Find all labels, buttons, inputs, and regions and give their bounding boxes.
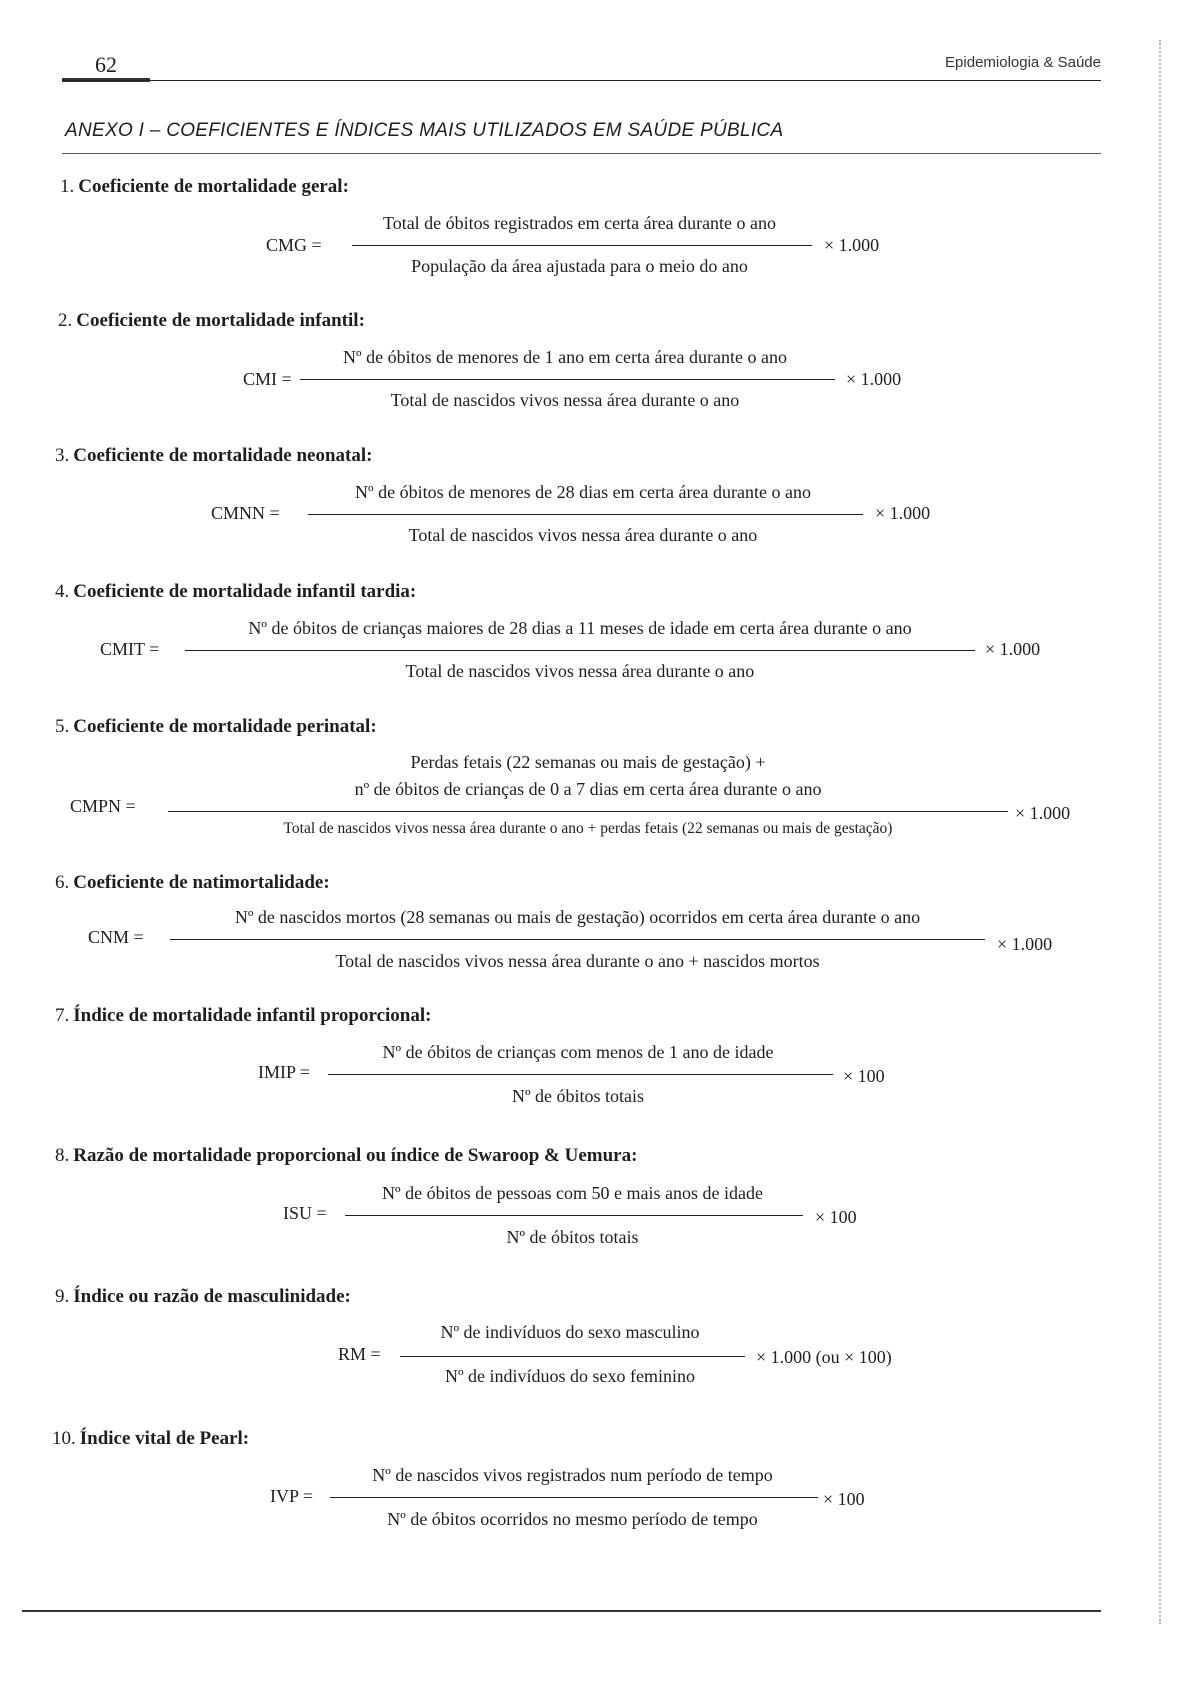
title-rule: [62, 153, 1101, 154]
annex-title: ANEXO I – COEFICIENTES E ÍNDICES MAIS UTILIZADOS EM SAÚDE PÚBLICA: [65, 120, 784, 141]
item-number: 9.: [55, 1286, 70, 1307]
formula-numerator: Nº de óbitos de crianças maiores de 28 dias a 11 meses de idade em certa área durante o ano: [248, 618, 912, 638]
formula-multiplier: × 1.000: [985, 639, 1041, 659]
formula-lhs: RM =: [338, 1344, 381, 1364]
formula-lhs: CMNN =: [211, 503, 280, 523]
item-heading: [52, 1428, 249, 1450]
item-heading: [55, 1145, 637, 1167]
running-head: Epidemiologia & Saúde: [945, 54, 1101, 71]
formula-multiplier: × 1.000 (ou × 100): [756, 1347, 892, 1367]
formula-denominator: População da área ajustada para o meio do ano: [411, 256, 748, 276]
item-number: 2.: [58, 310, 73, 331]
item-title: Coeficiente de mortalidade infantil tardia:: [73, 581, 417, 602]
item-number: 7.: [55, 1005, 70, 1026]
item-heading: [58, 310, 365, 332]
formula-numerator: Nº de nascidos mortos (28 semanas ou mais de gestação) ocorridos em certa área durante o ano: [234, 907, 921, 927]
formula-denominator: Total de nascidos vivos nessa área durante o ano: [390, 390, 740, 410]
formula-lhs: IVP =: [270, 1486, 313, 1506]
formula-multiplier: × 1.000: [824, 235, 880, 255]
formula-denominator: Nº de óbitos ocorridos no mesmo período de tempo: [387, 1509, 758, 1529]
formula-denominator: Nº de indivíduos do sexo feminino: [444, 1366, 696, 1386]
item-number: 3.: [55, 445, 70, 466]
formula-multiplier: × 100: [823, 1489, 865, 1509]
formula-denominator: Total de nascidos vivos nessa área durante o ano: [408, 525, 758, 545]
fraction-bar: [330, 1497, 818, 1498]
scan-edge: [1159, 40, 1171, 1624]
formula-numerator-line1: Perdas fetais (22 semanas ou mais de gestação) +: [410, 752, 766, 772]
item-title: Coeficiente de mortalidade infantil:: [76, 310, 365, 331]
formula-lhs: CNM =: [88, 927, 144, 947]
item-title: Coeficiente de mortalidade perinatal:: [73, 716, 377, 737]
formula-lhs: CMI =: [243, 369, 292, 389]
fraction-bar: [328, 1074, 833, 1075]
formula-numerator: Nº de óbitos de menores de 28 dias em certa área durante o ano: [355, 482, 811, 502]
footer-rule: [22, 1610, 1101, 1612]
formula-multiplier: × 1.000: [846, 369, 902, 389]
item-title: Coeficiente de mortalidade geral:: [78, 176, 349, 197]
item-heading: [55, 581, 416, 603]
header-rule: [62, 80, 1101, 81]
formula-numerator: Nº de óbitos de crianças com menos de 1 ano de idade: [382, 1042, 774, 1062]
formula-denominator: Total de nascidos vivos nessa área durante o ano: [405, 661, 755, 681]
fraction-bar: [168, 811, 1008, 812]
formula-numerator: Nº de indivíduos do sexo masculino: [440, 1322, 700, 1342]
item-title: Índice de mortalidade infantil proporcional:: [73, 1005, 432, 1026]
item-number: 1.: [60, 176, 75, 197]
formula-multiplier: × 100: [815, 1207, 857, 1227]
item-number: 4.: [55, 581, 70, 602]
page-number: 62: [95, 52, 117, 77]
formula-lhs: CMPN =: [70, 796, 136, 816]
formula-numerator: Nº de nascidos vivos registrados num período de tempo: [372, 1465, 773, 1485]
formula-numerator: Total de óbitos registrados em certa área durante o ano: [382, 213, 777, 233]
formula-lhs: CMG =: [266, 235, 322, 255]
formula-numerator: Nº de óbitos de menores de 1 ano em certa área durante o ano: [343, 347, 787, 367]
fraction-bar: [352, 245, 812, 246]
item-title: Índice ou razão de masculinidade:: [73, 1286, 351, 1307]
formula-denominator: Total de nascidos vivos nessa área durante o ano + perdas fetais (22 semanas ou mais de gestação): [283, 820, 893, 837]
fraction-bar: [308, 514, 863, 515]
formula-multiplier: × 1.000: [875, 503, 931, 523]
item-number: 5.: [55, 716, 70, 737]
item-title: Índice vital de Pearl:: [79, 1428, 250, 1449]
formula-lhs: IMIP =: [258, 1062, 310, 1082]
formula-multiplier: × 100: [843, 1066, 885, 1086]
formula-denominator: Total de nascidos vivos nessa área durante o ano + nascidos mortos: [335, 951, 820, 971]
fraction-bar: [345, 1215, 803, 1216]
formula-numerator: Nº de óbitos de pessoas com 50 e mais anos de idade: [382, 1183, 763, 1203]
formula-lhs: CMIT =: [100, 639, 160, 659]
item-title: Razão de mortalidade proporcional ou índice de Swaroop & Uemura:: [73, 1145, 638, 1166]
item-heading: [55, 716, 377, 738]
item-number: 10.: [52, 1428, 76, 1449]
fraction-bar: [300, 379, 835, 380]
item-title: Coeficiente de mortalidade neonatal:: [73, 445, 373, 466]
formula-multiplier: × 1.000: [1015, 803, 1071, 823]
fraction-bar: [170, 939, 985, 940]
formula-numerator: nº de óbitos de crianças de 0 a 7 dias em certa área durante o ano: [354, 779, 822, 799]
item-heading: [60, 176, 349, 198]
item-heading: [55, 1286, 351, 1308]
item-heading: [55, 445, 372, 467]
fraction-bar: [400, 1356, 745, 1357]
item-heading: [55, 872, 330, 894]
fraction-bar: [185, 650, 975, 651]
item-number: 6.: [55, 872, 70, 893]
item-number: 8.: [55, 1145, 70, 1166]
formula-multiplier: × 1.000: [997, 934, 1053, 954]
item-title: Coeficiente de natimortalidade:: [73, 872, 330, 893]
formula-denominator: Nº de óbitos totais: [506, 1227, 639, 1247]
item-heading: [55, 1005, 431, 1027]
formula-denominator: Nº de óbitos totais: [511, 1086, 645, 1106]
formula-lhs: ISU =: [283, 1203, 327, 1223]
